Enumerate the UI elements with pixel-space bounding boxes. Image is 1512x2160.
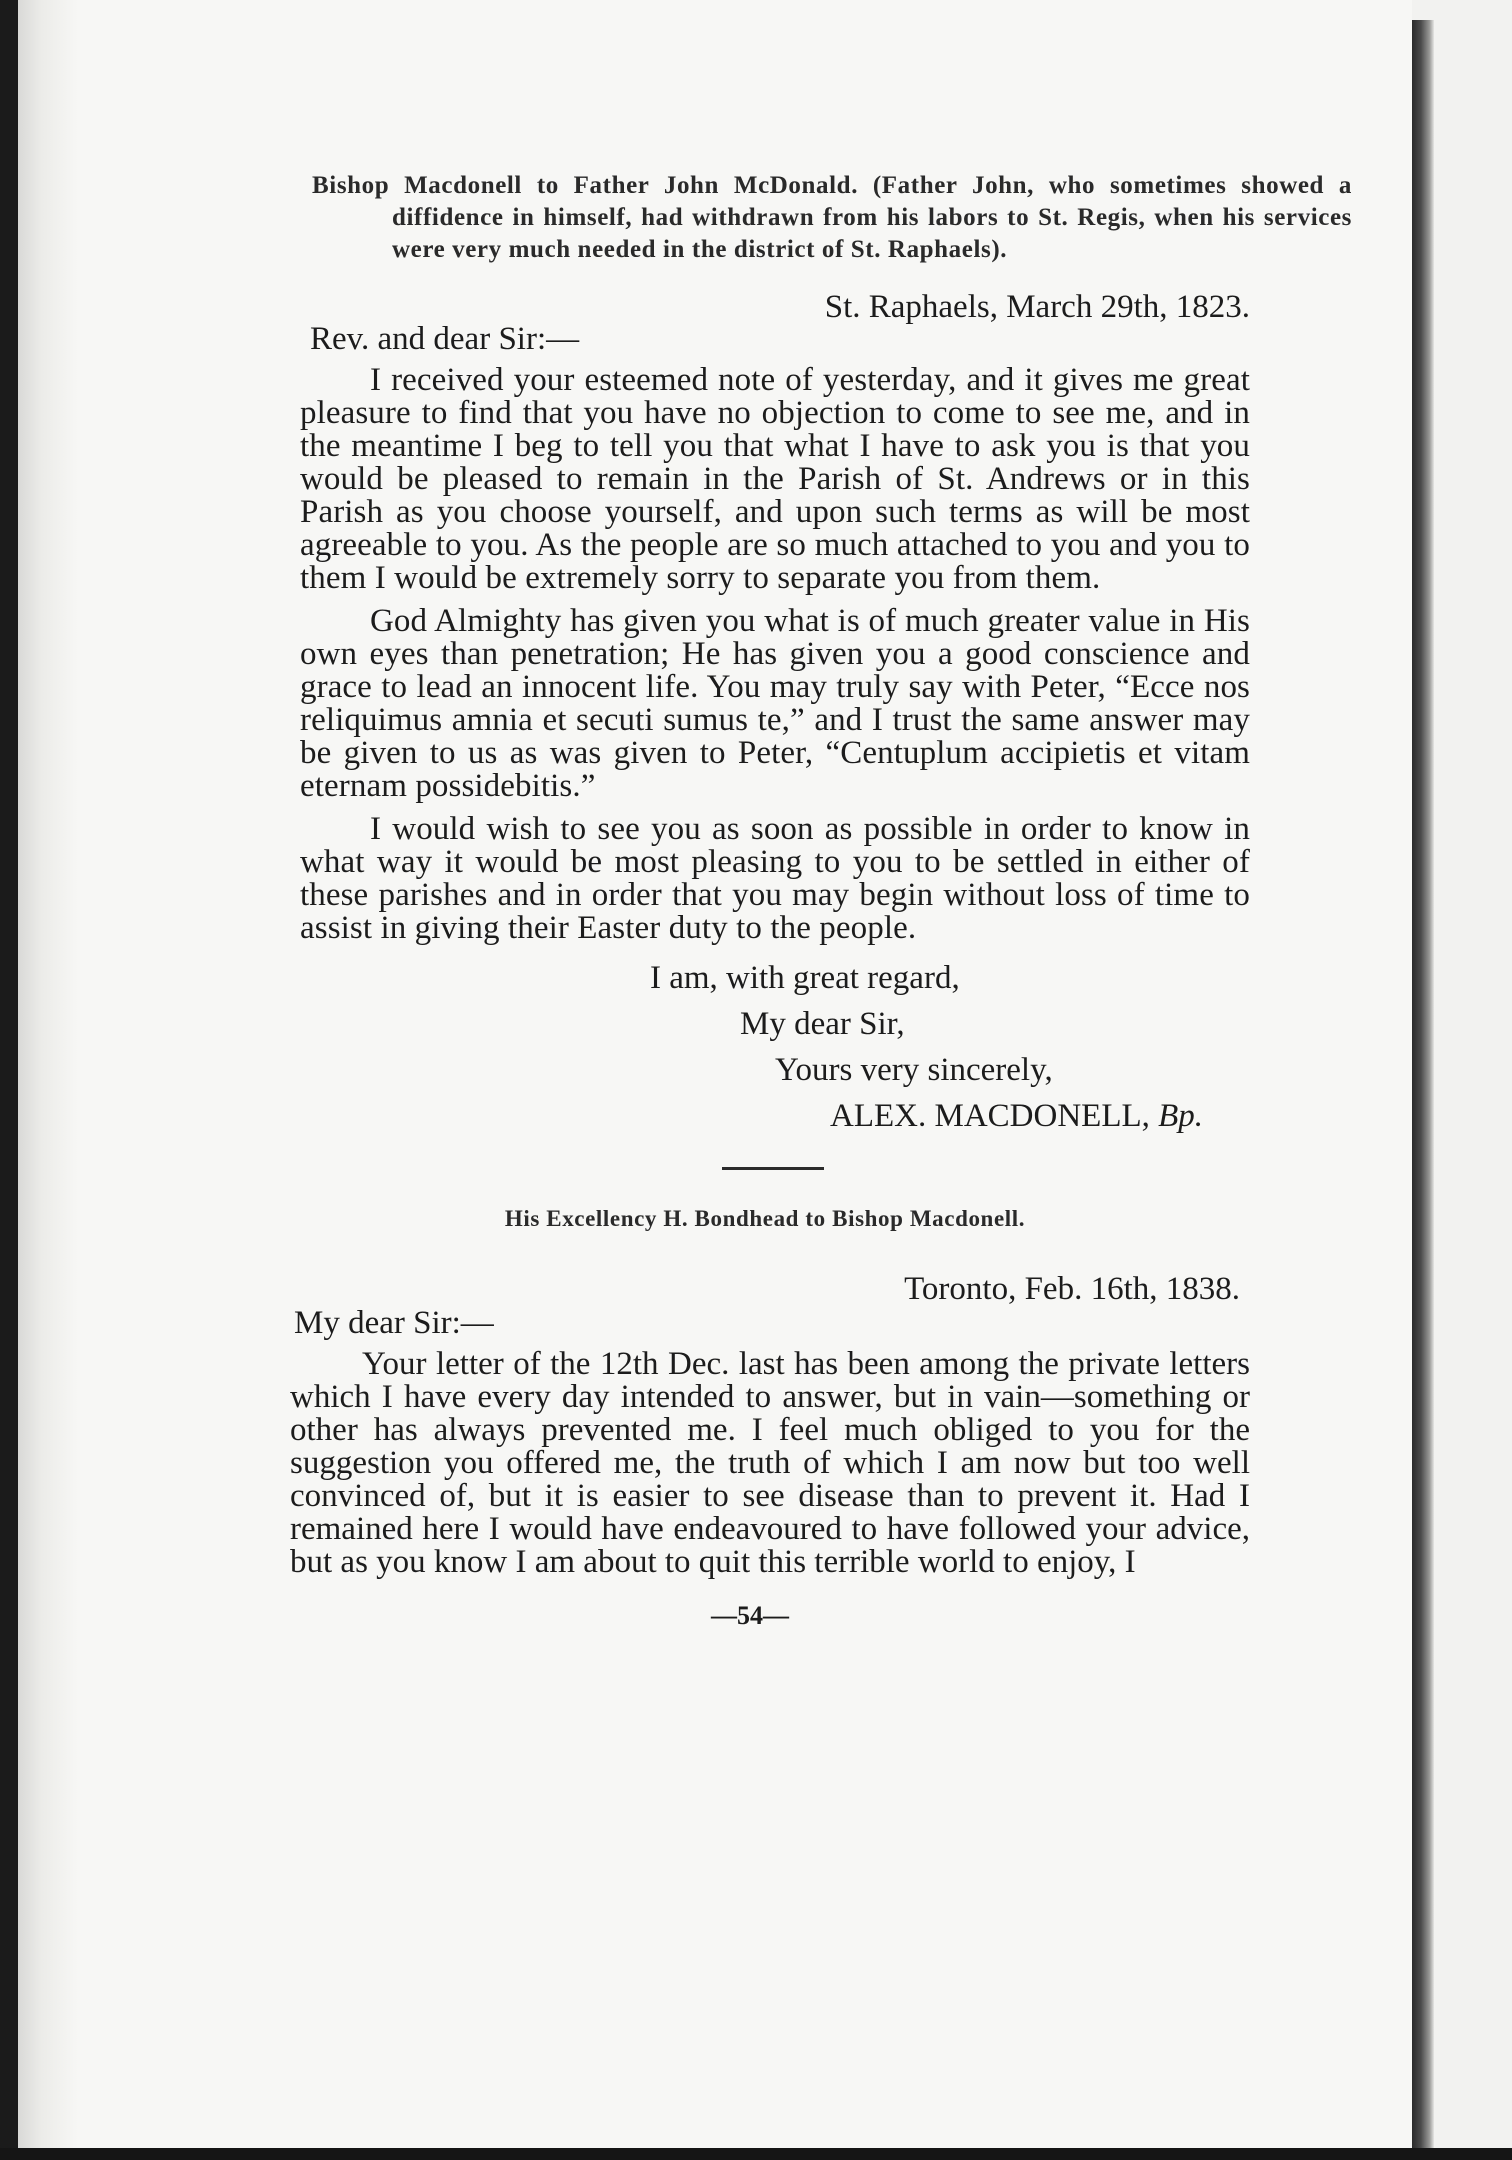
letter-2-paragraph: Your letter of the 12th Dec. last has been among the private letters which I have every day intended to answer, but in vain—something or other has always prevented me. I feel much obliged to you for the suggestion you offered me, the truth of which I am now but too well convinced of, but it is easier to see disease than to prevent it. Had I remained here I would have endeavoured to have followed your advice, but as you know I am about to quit this terrible world to enjoy, I: [290, 1346, 1250, 1580]
letter-2-heading: His Excellency H. Bondhead to Bishop Macdonell.: [504, 1206, 1026, 1231]
letter-1-closing-2: My dear Sir,: [740, 1006, 905, 1042]
letter-2-salutation: My dear Sir:—: [294, 1305, 494, 1341]
letter-1-signature: [290, 1093, 1280, 1139]
signature-name: ALEX. MACDONELL,: [830, 1098, 1150, 1134]
page-content: [290, 170, 1352, 1631]
section-divider: [722, 1167, 824, 1170]
letter-1-heading: Bishop Macdonell to Father John McDonald. (Father John, who sometimes showed a diffidence in himself, had withdrawn from his labors to St. Regis, when his services were very much needed in the district of St. Raphaels).: [312, 172, 1352, 263]
page-number: —54—: [711, 1601, 789, 1630]
letter-1-salutation: Rev. and dear Sir:—: [310, 321, 580, 357]
letter-1-paragraph-1: I received your esteemed note of yesterday, and it gives me great pleasure to find that you have no objection to come to see me, and in the meantime I beg to tell you that what I have to ask you is that you would be pleased to remain in the Parish of St. Andrews or in this Parish as you choose yourself, and upon such terms as will be most agreeable to you. As the people are so much attached to you and you to them I would be extremely sorry to separate you from them.: [300, 362, 1250, 596]
signature-suffix: Bp.: [1158, 1098, 1204, 1134]
scan-bottom-band: [0, 2148, 1512, 2160]
page-edge-left: [18, 0, 78, 2148]
letter-1-paragraph-2: God Almighty has given you what is of much greater value in His own eyes than penetration; He has given you a good conscience and grace to lead an innocent life. You may truly say with Peter, “Ecce nos reliquimus amnia et secuti sumus te,” and I trust the same answer may be given to us as was given to Peter, “Centuplum accipietis et vitam eternam possidebitis.”: [300, 603, 1250, 804]
letter-2-dateline: Toronto, Feb. 16th, 1838.: [904, 1271, 1240, 1307]
letter-1-dateline: St. Raphaels, March 29th, 1823.: [824, 289, 1250, 325]
letter-1-paragraph-3: I would wish to see you as soon as possible in order to know in what way it would be most pleasing to you to be settled in either of these parishes and in order that you may begin without loss of time to assist in giving their Easter duty to the people.: [300, 811, 1250, 946]
gutter-shadow: [1412, 20, 1434, 2150]
letter-1-closing-1: I am, with great regard,: [650, 960, 960, 996]
letter-1-closing-3: Yours very sincerely,: [775, 1052, 1053, 1088]
